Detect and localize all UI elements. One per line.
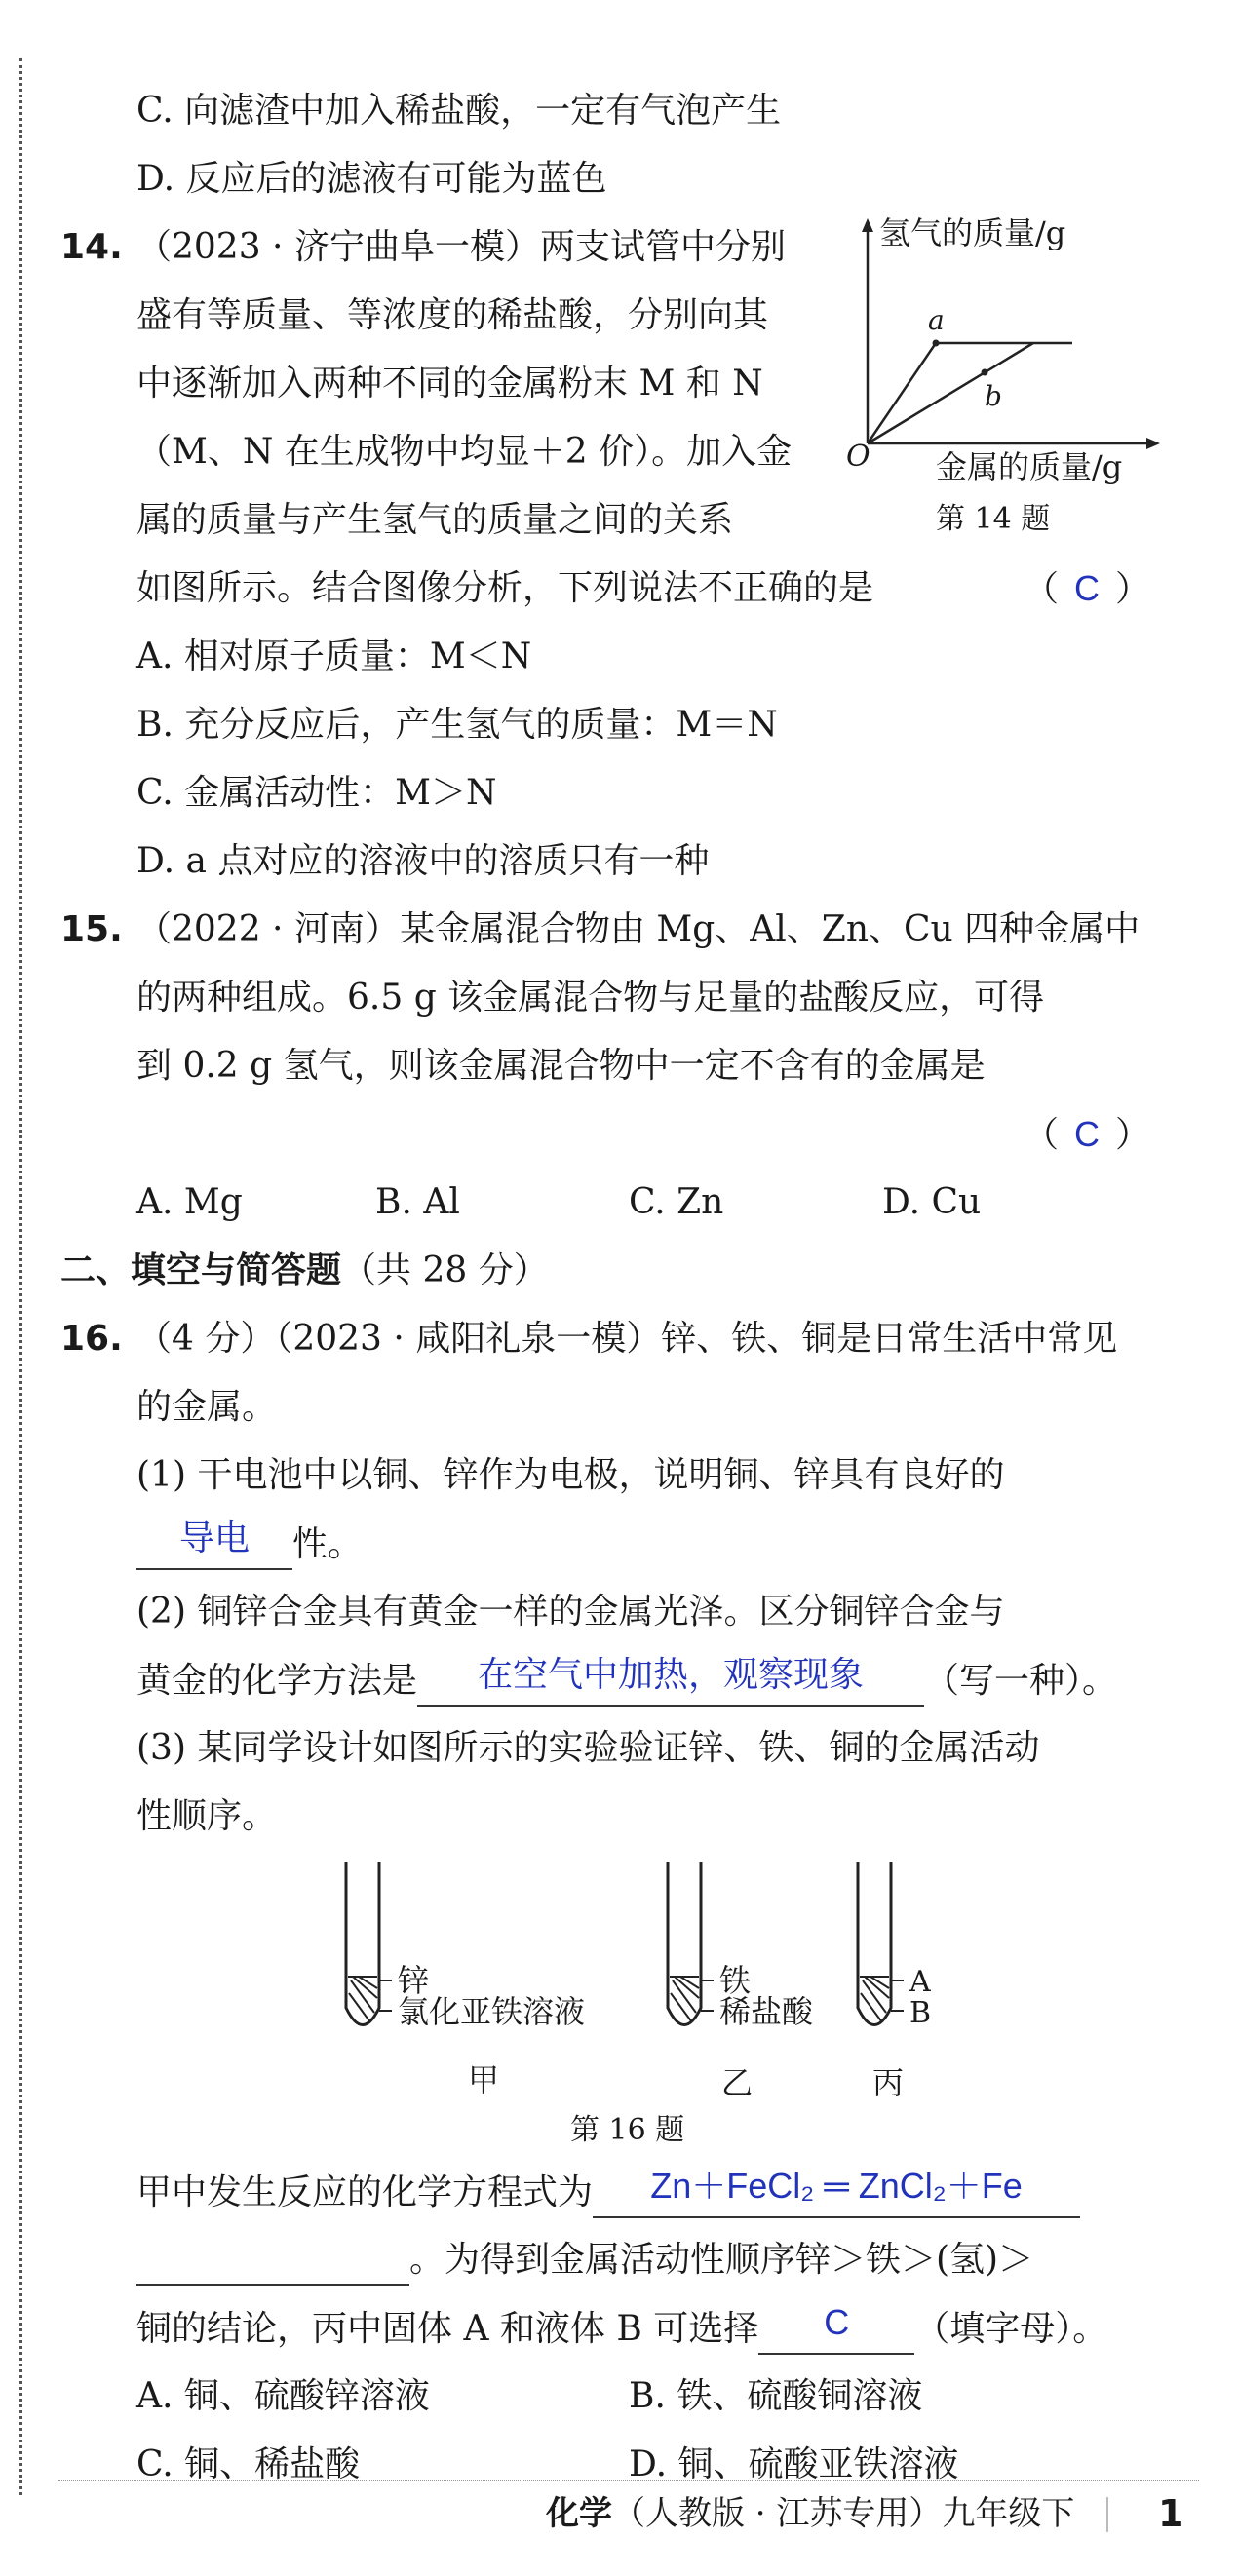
q14-stem-line-3: 中逐渐加入两种不同的金属粉末 M 和 N xyxy=(136,364,763,404)
q16-conclusion-line-1 xyxy=(136,2237,1033,2286)
tube-yi-name: 乙 xyxy=(721,2064,754,2101)
footer-separator xyxy=(1106,2497,1108,2532)
q14-option-a: A. 相对原子质量：M＜N xyxy=(136,636,532,676)
graph-y-label: 氢气的质量/g xyxy=(879,214,1066,251)
tube-bing-liquid-label: B xyxy=(909,1996,932,2030)
q16-equation-blank[interactable] xyxy=(593,2166,1080,2218)
q15-option-a: A. Mg xyxy=(136,1182,243,1222)
q16-stem-line-2: 的金属。 xyxy=(136,1387,278,1427)
q15-option-c: C. Zn xyxy=(629,1182,724,1222)
q16-part3-line-1: (3) 某同学设计如图所示的实验验证锌、铁、铜的金属活动 xyxy=(136,1728,1040,1768)
q16-part2-blank[interactable] xyxy=(417,1654,924,1707)
graph-caption: 第 14 题 xyxy=(936,502,1051,536)
q14-option-b: B. 充分反应后，产生氢气的质量：M＝N xyxy=(136,705,778,745)
footer-divider xyxy=(58,2480,1199,2481)
tube-bing-name: 丙 xyxy=(872,2064,905,2101)
tube-yi xyxy=(668,1862,714,2025)
q15-number: 15. xyxy=(60,909,123,949)
q14-answer: C xyxy=(1074,568,1101,608)
footer-subject: 化学 xyxy=(546,2494,612,2533)
footer-label xyxy=(546,2490,1074,2537)
q16-option-c: C. 铜、稀盐酸 xyxy=(136,2444,361,2484)
tube-bing xyxy=(858,1862,904,2025)
q16-stem-line-1: （4 分）（2023 · 咸阳礼泉一模）锌、铁、铜是日常生活中常见 xyxy=(136,1319,1118,1359)
section-2-title: 二、填空与简答题 xyxy=(60,1250,342,1290)
q16-part1-answer-line xyxy=(136,1520,363,1570)
tube-jia-solid-label: 锌 xyxy=(398,1962,430,1999)
q16-part1-answer: 导电 xyxy=(178,1518,250,1557)
graph-origin: O xyxy=(846,440,870,474)
q15-stem-line-2: 的两种组成。6.5 g 该金属混合物与足量的盐酸反应，可得 xyxy=(136,978,1045,1018)
tube-jia xyxy=(346,1862,392,2025)
q16-part2-suffix: （写一种）。 xyxy=(924,1661,1118,1701)
q16-conclusion-line-2 xyxy=(136,2302,1108,2355)
q14-stem-line-4: （M、N 在生成物中均显＋2 价）。加入金 xyxy=(136,432,793,472)
q16-part1-suffix: 性。 xyxy=(292,1524,364,1564)
q16-conclusion-answer: C xyxy=(824,2302,850,2342)
q14-stem-line-5: 属的质量与产生氢气的质量之间的关系 xyxy=(136,500,734,540)
figure-caption: 第 16 题 xyxy=(570,2113,685,2147)
q16-part1-line: (1) 干电池中以铜、锌作为电极，说明铜、锌具有良好的 xyxy=(136,1455,1005,1495)
q16-equation-lead: 甲中发生反应的化学方程式为 xyxy=(136,2172,594,2212)
q15-answer-bracket: （ C ） xyxy=(1024,1111,1150,1159)
q14-stem-line-1: （2023 · 济宁曲阜一模）两支试管中分别 xyxy=(136,227,786,267)
q16-option-a: A. 铜、硫酸锌溶液 xyxy=(136,2376,430,2416)
q16-conclusion-blank[interactable] xyxy=(758,2302,914,2355)
tube-yi-liquid-label: 稀盐酸 xyxy=(719,1993,814,2030)
section-2-heading xyxy=(60,1248,549,1294)
page-number: 1 xyxy=(1158,2492,1184,2535)
q16-option-d: D. 铜、硫酸亚铁溶液 xyxy=(629,2444,959,2484)
q16-figure xyxy=(331,1852,955,2154)
q15-answer: C xyxy=(1074,1114,1101,1154)
q13-option-d: D. 反应后的滤液有可能为蓝色 xyxy=(136,159,607,199)
q16-part2-line-1: (2) 铜锌合金具有黄金一样的金属光泽。区分铜锌合金与 xyxy=(136,1592,1005,1632)
q14-graph xyxy=(838,214,1238,556)
tube-jia-liquid-label: 氯化亚铁溶液 xyxy=(398,1993,586,2030)
q13-option-c: C. 向滤渣中加入稀盐酸，一定有气泡产生 xyxy=(136,91,782,131)
q16-conclusion-b: 铜的结论，丙中固体 A 和液体 B 可选择 xyxy=(136,2309,759,2349)
q16-conclusion-c: （填字母）。 xyxy=(914,2309,1108,2349)
q16-equation-answer: Zn＋FeCl₂ ═ ZnCl₂＋Fe xyxy=(650,2166,1023,2206)
q14-option-c: C. 金属活动性：M＞N xyxy=(136,773,497,813)
q16-option-b: B. 铁、硫酸铜溶液 xyxy=(629,2376,923,2416)
graph-point-b: b xyxy=(985,380,1002,412)
q16-equation-blank-cont[interactable] xyxy=(136,2237,409,2286)
q15-stem-line-1: （2022 · 河南）某金属混合物由 Mg、Al、Zn、Cu 四种金属中 xyxy=(136,909,1141,949)
q16-part2-lead: 黄金的化学方法是 xyxy=(136,1661,418,1701)
q14-number: 14. xyxy=(60,227,123,267)
q16-part2-line-2 xyxy=(136,1654,1118,1707)
q15-stem-line-3: 到 0.2 g 氢气，则该金属混合物中一定不含有的金属是 xyxy=(136,1046,986,1086)
q15-option-b: B. Al xyxy=(375,1182,460,1222)
q16-part2-answer: 在空气中加热，观察现象 xyxy=(478,1654,865,1694)
q14-stem-line-2: 盛有等质量、等浓度的稀盐酸，分别向其 xyxy=(136,295,769,335)
q14-answer-bracket: （ C ） xyxy=(1024,565,1150,613)
tube-bing-solid-label: A xyxy=(909,1965,931,1999)
tube-yi-solid-label: 铁 xyxy=(719,1962,752,1999)
tube-jia-name: 甲 xyxy=(468,2061,500,2098)
binding-dotted-line xyxy=(19,58,22,2495)
q16-part1-blank[interactable] xyxy=(136,1520,292,1570)
q16-equation-line xyxy=(136,2166,1080,2218)
section-2-points: （共 28 分） xyxy=(341,1250,549,1290)
q16-part3-line-2: 性顺序。 xyxy=(136,1796,278,1836)
footer-detail: （人教版 · 江苏专用）九年级下 xyxy=(612,2494,1075,2533)
q14-stem-line-6: 如图所示。结合图像分析，下列说法不正确的是 xyxy=(136,568,874,608)
graph-point-a: a xyxy=(928,304,945,336)
q16-number: 16. xyxy=(60,1319,123,1359)
graph-x-label: 金属的质量/g xyxy=(936,448,1123,485)
q15-option-d: D. Cu xyxy=(882,1182,982,1222)
q14-option-d: D. a 点对应的溶液中的溶质只有一种 xyxy=(136,841,710,881)
q16-conclusion-a: 。为得到金属活动性顺序锌＞铁＞(氢)＞ xyxy=(409,2240,1034,2280)
